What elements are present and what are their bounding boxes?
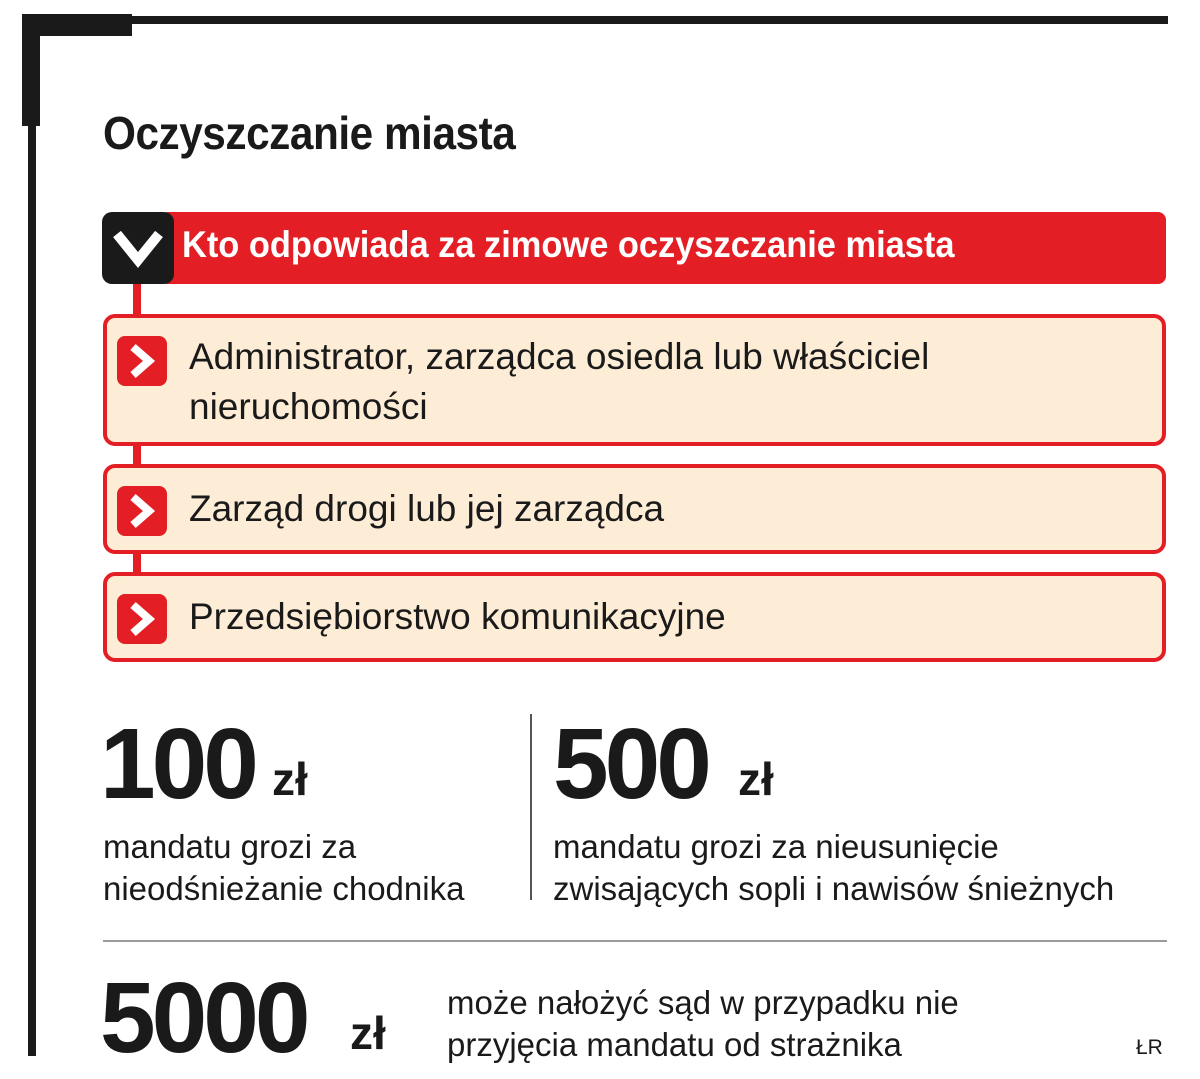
list-item [103, 464, 1166, 554]
frame-left-line [28, 120, 36, 1056]
author-credit: ŁR [1136, 1036, 1163, 1059]
list-item-text: Przedsiębiorstwo komunikacyjne [189, 596, 726, 637]
fine-description: może nałożyć sąd w przypadku nie przyjęcia mandatu od strażnika [447, 984, 959, 1063]
chevron-right-icon [117, 594, 167, 644]
list-item-text: Zarząd drogi lub jej zarządca [189, 488, 665, 529]
frame-corner-left [22, 14, 40, 126]
section-divider [103, 940, 1167, 942]
list-item [103, 572, 1166, 662]
page-title: Oczyszczanie miasta [103, 107, 516, 159]
chevron-right-icon [117, 336, 167, 386]
fine-unit: zł [738, 753, 774, 805]
fine-description: mandatu grozi za nieodśnieżanie chodnika [103, 828, 465, 907]
fine-unit: zł [272, 753, 308, 805]
fine-amount: 5000 [100, 962, 307, 1074]
fine-amount: 100 [100, 708, 255, 820]
list-item-text: Administrator, zarządca osiedla lub właściciel nieruchomości [189, 336, 930, 427]
frame-top-line [22, 16, 1168, 24]
section-header-text: Kto odpowiada za zimowe oczyszczanie miasta [182, 224, 955, 265]
chevron-down-icon [102, 212, 174, 284]
chevron-right-icon [117, 486, 167, 536]
list-item [103, 314, 1166, 446]
column-divider [530, 714, 532, 900]
fine-description: mandatu grozi za nieusunięcie zwisających sopli i nawisów śnieżnych [553, 828, 1115, 907]
fine-amount: 500 [553, 708, 708, 820]
fine-unit: zł [350, 1007, 386, 1059]
